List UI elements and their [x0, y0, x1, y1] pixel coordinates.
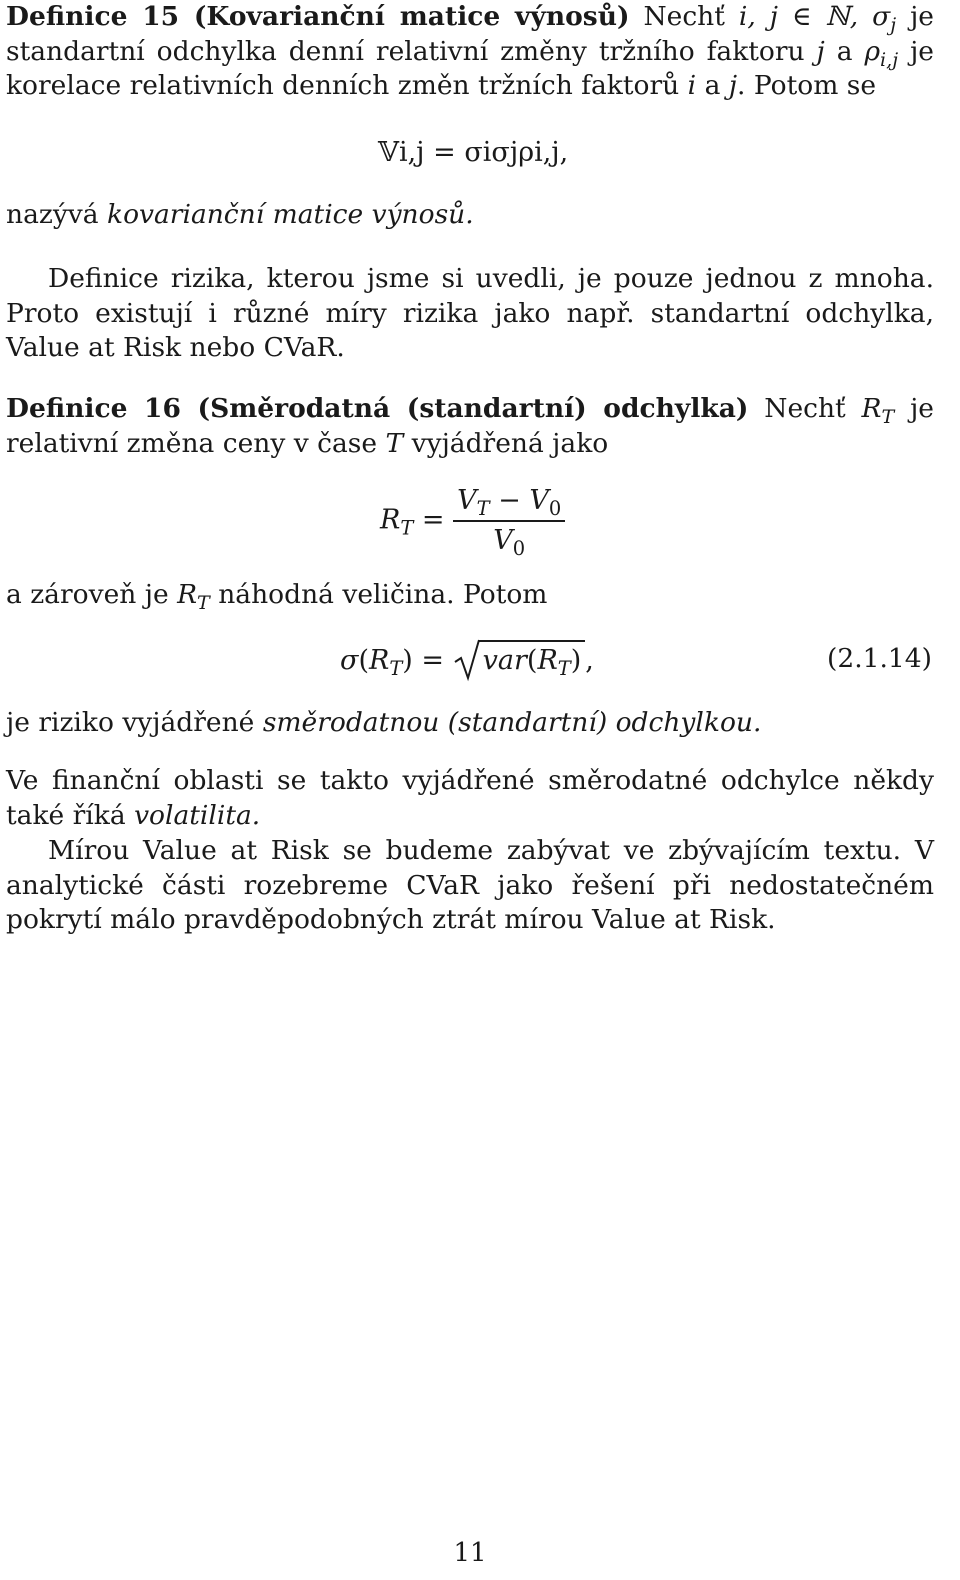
defined-term: kovarianční matice výnosů.	[107, 199, 474, 230]
closing-text: je riziko vyjádřené	[6, 707, 255, 738]
subscript-ij: i,j	[880, 48, 899, 71]
radical-sign-icon	[453, 638, 481, 682]
defined-term: směrodatnou (standartní) odchylkou.	[262, 707, 762, 738]
definition-16-heading: Definice 16 (Směrodatná (standartní) odchylka)	[6, 393, 749, 424]
definition-15-text: a	[836, 35, 853, 67]
closing-text: nazývá	[6, 199, 99, 230]
definition-16-text: vyjádřená jako	[411, 427, 609, 459]
definition-15-text: Nechť	[643, 1, 725, 32]
definition-15-text: je standartní odchylka denní relativní změny tržního faktoru	[6, 1, 934, 67]
page-number: 11	[453, 1538, 487, 1568]
volatility-text: Ve finanční oblasti se takto vyjádřené směrodatné odchylce někdy také říká	[6, 765, 934, 831]
std-deviation-formula: $\sigma(R_T)$ = $var(R_T)$ ,	[340, 640, 594, 678]
return-formula: $R_T$ = $\frac{V_T - V_0}{V_0}$	[380, 482, 565, 560]
definition-15-text: a	[704, 70, 721, 101]
definition-15-heading: Definice 15 (Kovarianční matice výnosů)	[6, 1, 630, 32]
middle-text: a zároveň je	[6, 579, 169, 610]
paragraph-var: Mírou Value at Risk se budeme zabývat ve zbývajícím textu. V analytické části rozebreme CVaR jako řešení při nedostatečném pokrytí málo pravděpodobných ztrát mírou Value at Risk.	[6, 835, 934, 935]
definition-16-closing	[6, 706, 934, 741]
definition-15-closing	[6, 198, 934, 233]
return-fraction: $\frac{V_T - V_0}{V_0}$	[453, 482, 565, 560]
definition-15-math: i, j ∈ ℕ, σ	[738, 1, 891, 32]
equation-number: (2.1.14)	[827, 643, 932, 674]
middle-text: náhodná veličina. Potom	[218, 579, 548, 610]
definition-16-text: je relativní změna ceny v čase	[6, 393, 934, 459]
math-variable-j: j	[728, 70, 738, 101]
square-root: $var(R_T)$	[453, 640, 586, 678]
volatility-term: volatilita.	[134, 799, 261, 831]
math-variable-j: j	[816, 35, 825, 67]
paragraph-volatility	[6, 764, 934, 833]
definition-15-text: je korelace relativních denních změn tržních faktorů	[6, 35, 934, 101]
paragraph-risk: Definice rizika, kterou jsme si uvedli, je pouze jednou z mnoha. Proto existují i různé míry rizika jako např. standartní odchylka, Value at Risk nebo CVaR.	[6, 263, 934, 363]
covariance-formula-text: 𝕍i,j = σiσjρi,j,	[378, 137, 569, 168]
math-variable-R: R	[861, 393, 882, 424]
math-variable-T: T	[385, 427, 404, 459]
math-rho: ρ	[864, 35, 881, 67]
definition-16	[6, 392, 934, 461]
subscript-T: T	[881, 406, 895, 429]
definition-16-text: Nechť	[764, 393, 846, 424]
math-variable-i: i	[687, 70, 697, 101]
covariance-formula	[378, 136, 568, 170]
definition-15-text: . Potom se	[737, 70, 877, 101]
definition-16-middle: a zároveň je $R_T$ náhodná veličina. Potom	[6, 579, 548, 615]
subscript-j: j	[890, 14, 897, 37]
definition-15	[6, 0, 934, 104]
